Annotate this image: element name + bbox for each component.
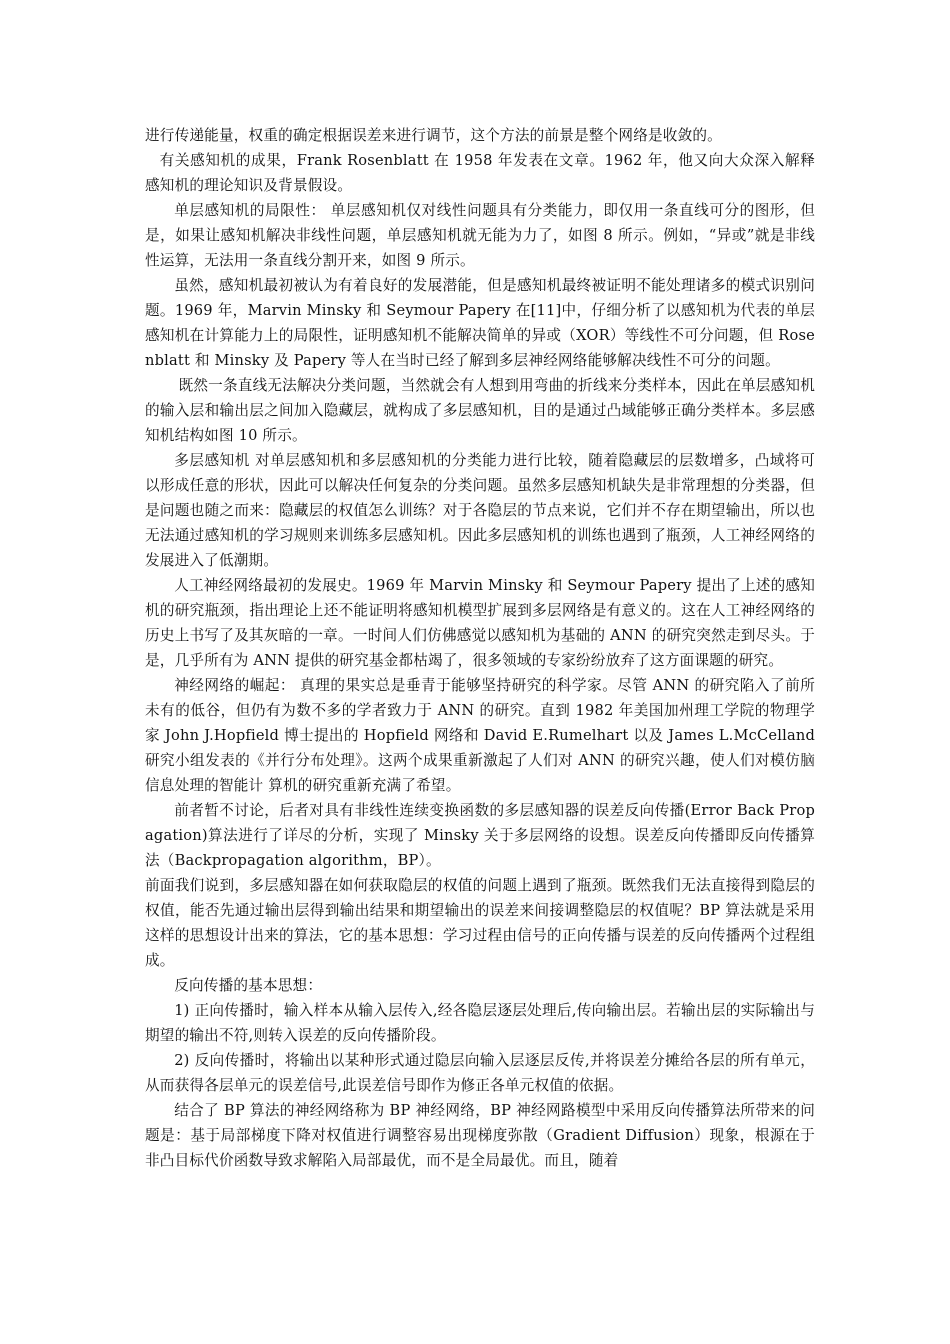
paragraph: 有关感知机的成果，Frank Rosenblatt 在 1958 年发表在文章。1962 年，他又向大众深入解释感知机的理论知识及背景假设。: [145, 152, 815, 194]
paragraph: 神经网络的崛起： 真理的果实总是垂青于能够坚持研究的科学家。尽管 ANN 的研究陷入了前所未有的低谷，但仍有为数不多的学者致力于 ANN 的研究。直到 1982 年美国加州理工学院的物理学家 John J.Hopfield 博士提出的 Hopfield 网络和 David E.Rumelhart 以及 James L.McCelland 研究小组发表的《并行分布处理》。这两个成果重新激起了人们对 ANN 的研究兴趣，使人们对模仿脑信息处理的智能计 算机的研究重新充满了希望。: [145, 677, 815, 794]
paragraph: 多层感知机 对单层感知机和多层感知机的分类能力进行比较，随着隐藏层的层数增多，凸域将可以形成任意的形状，因此可以解决任何复杂的分类问题。虽然多层感知机缺失是非常理想的分类器，但是问题也随之而来：隐藏层的权值怎么训练？对于各隐层的节点来说，它们并不存在期望输出，所以也无法通过感知机的学习规则来训练多层感知机。因此多层感知机的训练也遇到了瓶颈，人工神经网络的发展进入了低潮期。: [145, 452, 815, 569]
paragraph: 虽然，感知机最初被认为有着良好的发展潜能，但是感知机最终被证明不能处理诸多的模式识别问题。1969 年，Marvin Minsky 和 Seymour Papery 在[11]中，仔细分析了以感知机为代表的单层感知机在计算能力上的局限性，证明感知机不能解决简单的异或（XOR）等线性不可分问题，但 Rosenblatt 和 Minsky 及 Papery 等人在当时已经了解到多层神经网络能够解决线性不可分的问题。: [145, 277, 815, 369]
paragraph: 结合了 BP 算法的神经网络称为 BP 神经网络，BP 神经网路模型中采用反向传播算法所带来的问题是：基于局部梯度下降对权值进行调整容易出现梯度弥散（Gradient Diffusion）现象，根源在于非凸目标代价函数导致求解陷入局部最优，而不是全局最优。而且，随着: [145, 1102, 815, 1169]
paragraph: 1) 正向传播时，输入样本从输入层传入,经各隐层逐层处理后,传向输出层。若输出层的实际输出与期望的输出不符,则转入误差的反向传播阶段。: [145, 1002, 815, 1044]
paragraph: 单层感知机的局限性： 单层感知机仅对线性问题具有分类能力，即仅用一条直线可分的图形，但是，如果让感知机解决非线性问题，单层感知机就无能为力了，如图 8 所示。例如，“异或”就是非线性运算，无法用一条直线分割开来，如图 9 所示。: [145, 202, 815, 269]
document-body: [145, 123, 815, 1173]
paragraph: 前者暂不讨论，后者对具有非线性连续变换函数的多层感知器的误差反向传播(Error Back Propagation)算法进行了详尽的分析，实现了 Minsky 关于多层网络的设想。误差反向传播即反向传播算法（Backpropagation algorithm，BP）。: [145, 802, 815, 869]
paragraph: 进行传递能量，权重的确定根据误差来进行调节，这个方法的前景是整个网络是收敛的。: [145, 127, 722, 144]
paragraph: 反向传播的基本思想：: [174, 977, 323, 994]
paragraph: 既然一条直线无法解决分类问题，当然就会有人想到用弯曲的折线来分类样本，因此在单层感知机的输入层和输出层之间加入隐藏层，就构成了多层感知机，目的是通过凸域能够正确分类样本。多层感知机结构如图 10 所示。: [145, 377, 815, 444]
paragraph: 前面我们说到，多层感知器在如何获取隐层的权值的问题上遇到了瓶颈。既然我们无法直接得到隐层的权值，能否先通过输出层得到输出结果和期望输出的误差来间接调整隐层的权值呢？BP 算法就是采用这样的思想设计出来的算法，它的基本思想：学习过程由信号的正向传播与误差的反向传播两个过程组成。: [145, 877, 815, 969]
paragraph: 2) 反向传播时，将输出以某种形式通过隐层向输入层逐层反传,并将误差分摊给各层的所有单元，从而获得各层单元的误差信号,此误差信号即作为修正各单元权值的依据。: [145, 1052, 815, 1094]
paragraph: 人工神经网络最初的发展史。1969 年 Marvin Minsky 和 Seymour Papery 提出了上述的感知机的研究瓶颈，指出理论上还不能证明将感知机模型扩展到多层网络是有意义的。这在人工神经网络的历史上书写了及其灰暗的一章。一时间人们仿佛感觉以感知机为基础的 ANN 的研究突然走到尽头。于是，几乎所有为 ANN 提供的研究基金都枯竭了，很多领域的专家纷纷放弃了这方面课题的研究。: [145, 577, 815, 669]
